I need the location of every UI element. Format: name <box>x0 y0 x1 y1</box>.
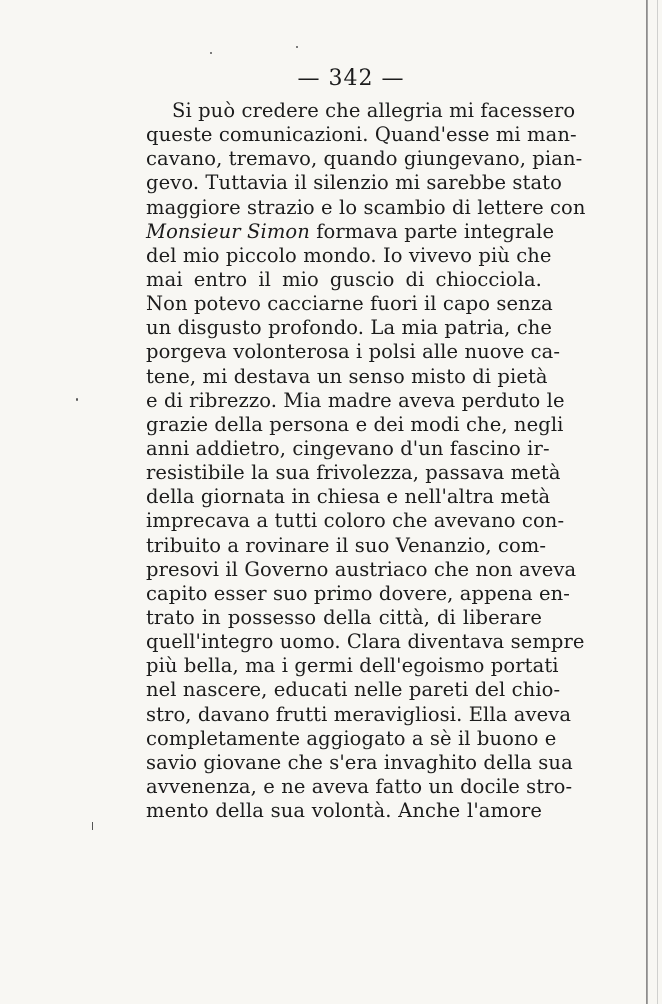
text-line: più bella, ma i germi dell'egoismo portati <box>146 654 559 678</box>
text-line: presovi il Governo austriaco che non aveva <box>146 557 577 581</box>
text-line: cavano, tremavo, quando giungevano, pian- <box>146 147 583 171</box>
text-line: grazie della persona e dei modi che, negli <box>146 412 564 436</box>
text-line: e di ribrezzo. Mia madre aveva perduto le <box>146 388 565 412</box>
print-speck <box>92 822 93 830</box>
text-line: tribuito a rovinare il suo Venanzio, com- <box>146 533 547 557</box>
text-line: quell'integro uomo. Clara diventava sempre <box>146 630 585 654</box>
text-line: mai entro il mio guscio di chiocciola. <box>146 267 542 291</box>
text-line: un disgusto profondo. La mia patria, che <box>146 316 553 340</box>
print-speck <box>76 398 78 401</box>
text-line: maggiore strazio e lo scambio di lettere con <box>146 195 586 219</box>
text-line: Non potevo cacciarne fuori il capo senza <box>146 292 553 316</box>
text-line: del mio piccolo mondo. Io vivevo più che <box>146 243 552 267</box>
print-speck <box>296 46 298 48</box>
text-line: della giornata in chiesa e nell'altra metà <box>146 485 551 509</box>
text-line: anni addietro, cingevano d'un fascino ir- <box>146 436 550 460</box>
text-line: mento della sua volontà. Anche l'amore <box>146 799 542 823</box>
text-line: savio giovane che s'era invaghito della sua <box>146 750 573 774</box>
text-line: capito esser suo primo dovere, appena en- <box>146 581 570 605</box>
text-line: completamente aggiogato a sè il buono e <box>146 726 557 750</box>
text-line: trato in possesso della città, di liberare <box>146 605 542 629</box>
page-binding-edge <box>646 0 648 1004</box>
body-text <box>146 99 586 823</box>
page-edge-shadow <box>657 0 658 1004</box>
text-line: gevo. Tuttavia il silenzio mi sarebbe stato <box>146 171 562 195</box>
text-line: tene, mi destava un senso misto di pietà <box>146 364 548 388</box>
text-line: resistibile la sua frivolezza, passava metà <box>146 461 561 485</box>
text-line: Si può credere che allegria mi facessero <box>172 99 576 122</box>
text-line: nel nascere, educati nelle pareti del chio- <box>146 678 561 702</box>
text-line: porgeva volonterosa i polsi alle nuove ca- <box>146 340 561 364</box>
italic-name: Monsieur Simon <box>146 219 310 243</box>
text-line: avvenenza, e ne aveva fatto un docile stro- <box>146 774 573 798</box>
text-line: imprecava a tutti coloro che avevano con- <box>146 509 565 533</box>
text-line-italic: Monsieur Simon formava parte integrale <box>146 219 555 243</box>
page-number: — 342 — <box>297 66 405 91</box>
print-speck <box>210 52 212 54</box>
text-line: stro, davano frutti meravigliosi. Ella aveva <box>146 702 572 726</box>
text-line: queste comunicazioni. Quand'esse mi man- <box>146 123 577 147</box>
